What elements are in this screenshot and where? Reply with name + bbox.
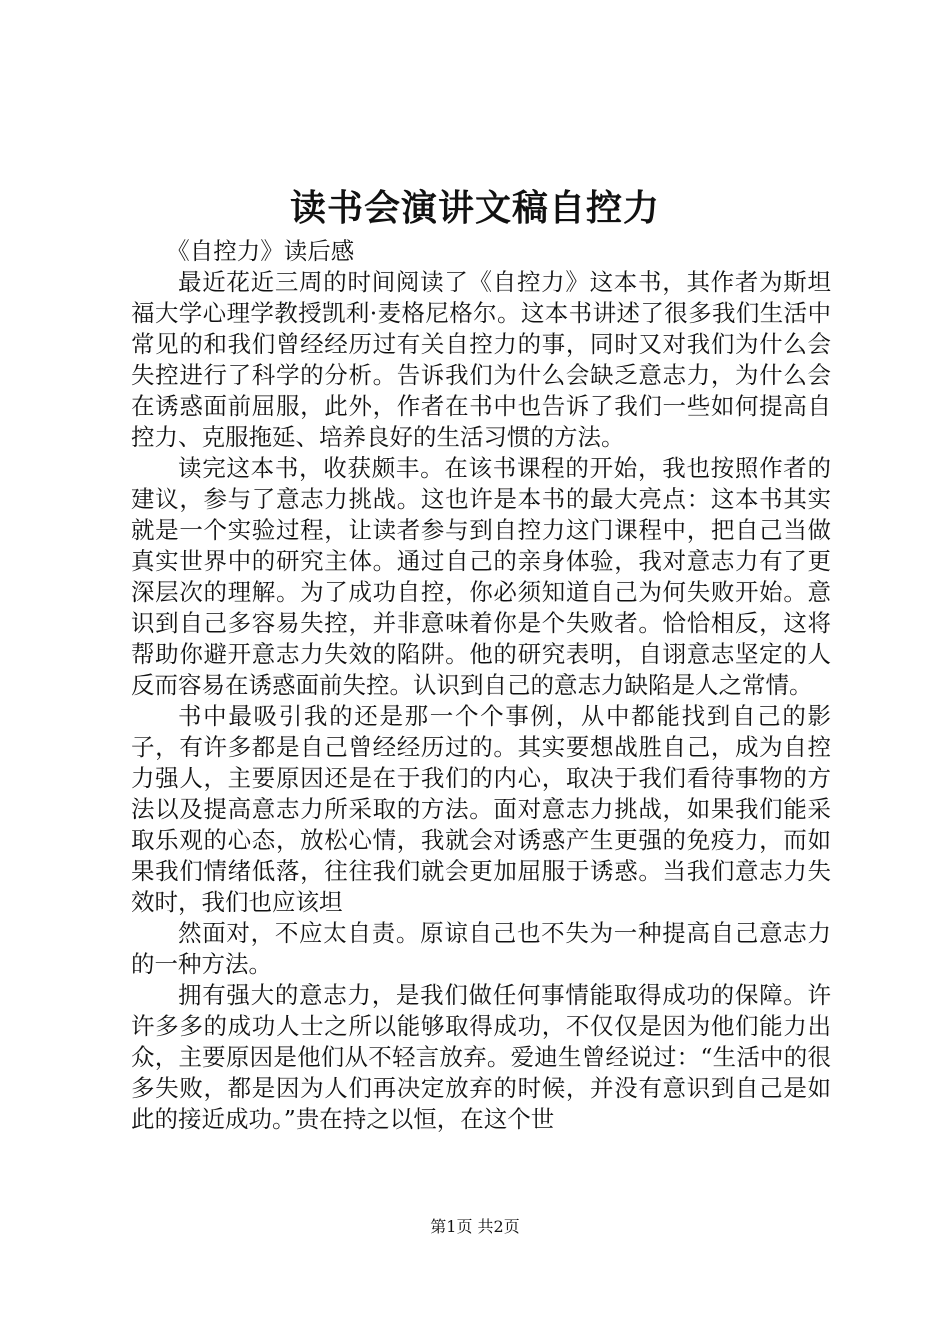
paragraph: 拥有强大的意志力，是我们做任何事情能取得成功的保障。许许多多的成功人士之所以能够取得成功，不仅仅是因为他们能力出众，主要原因是他们从不轻言放弃。爱迪生曾经说过：“生活中的很多失败，都是因为人们再决定放弃的时候，并没有意识到自己是如此的接近成功。”贵在持之以恒，在这个世 [131, 981, 831, 1133]
paragraph: 书中最吸引我的还是那一个个事例，从中都能找到自己的影子，有许多都是自己曾经经历过的。其实要想战胜自己，成为自控力强人，主要原因还是在于我们的内心，取决于我们看待事物的方法以及提高意志力所采取的方法。面对意志力挑战，如果我们能采取乐观的心态，放松心情，我就会对诱惑产生更强的免疫力，而如果我们情绪低落，往往我们就会更加屈服于诱惑。当我们意志力失效时，我们也应该坦 [131, 702, 831, 916]
paragraph: 最近花近三周的时间阅读了《自控力》这本书，其作者为斯坦福大学心理学教授凯利·麦格尼格尔。这本书讲述了很多我们生活中常见的和我们曾经经历过有关自控力的事，同时又对我们为什么会失控进行了科学的分析。告诉我们为什么会缺乏意志力，为什么会在诱惑面前屈服，此外，作者在书中也告诉了我们一些如何提高自控力、克服拖延、培养良好的生活习惯的方法。 [131, 268, 831, 451]
paragraph: 读完这本书，收获颇丰。在该书课程的开始，我也按照作者的建议，参与了意志力挑战。这也许是本书的最大亮点：这本书其实就是一个实验过程，让读者参与到自控力这门课程中，把自己当做真实世界中的研究主体。通过自己的亲身体验，我对意志力有了更深层次的理解。为了成功自控，你必须知道自己为何失败开始。意识到自己多容易失控，并非意味着你是个失败者。恰恰相反，这将帮助你避开意志力失效的陷阱。他的研究表明，自诩意志坚定的人反而容易在诱惑面前失控。认识到自己的意志力缺陷是人之常情。 [131, 454, 831, 699]
paragraph: 然面对，不应太自责。原谅自己也不失为一种提高自己意志力的一种方法。 [131, 919, 831, 978]
document-title: 读书会演讲文稿自控力 [289, 187, 660, 229]
page-number-footer: 第1页 共2页 [430, 1217, 520, 1236]
document-subtitle: 《自控力》读后感 [166, 237, 355, 265]
document-body [131, 236, 831, 1135]
